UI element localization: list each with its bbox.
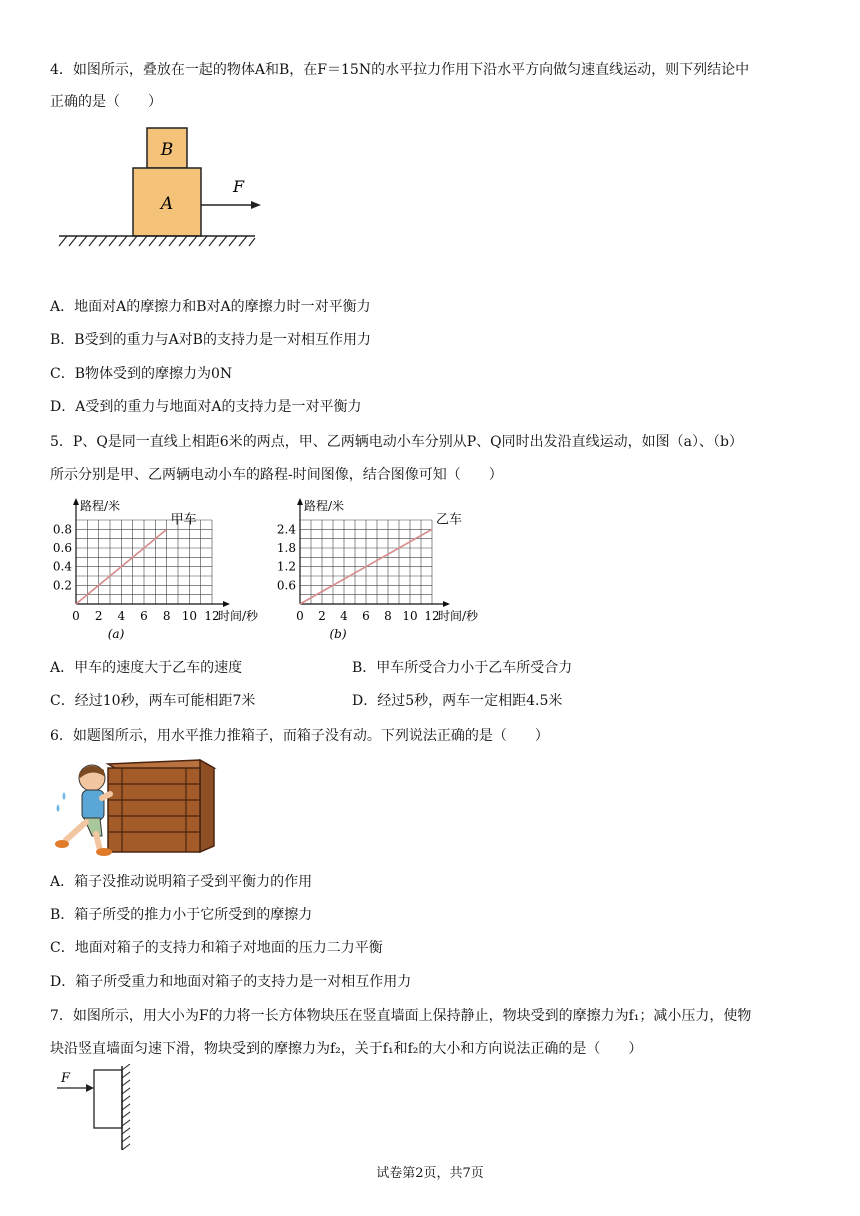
q6-stem: 6．如题图所示，用水平推力推箱子，而箱子没有动。下列说法正确的是（ ） bbox=[50, 728, 549, 744]
y-tick-label: 0.6 bbox=[276, 578, 296, 593]
series-label: 乙车 bbox=[436, 512, 463, 528]
q5-option-d: D．经过5秒，两车一定相距4.5米 bbox=[352, 693, 563, 709]
block-a-label: A bbox=[160, 194, 174, 214]
y-tick-label: 0.6 bbox=[52, 541, 72, 555]
force-label: F bbox=[233, 177, 245, 196]
x-tick-label: 8 bbox=[162, 609, 171, 623]
y-tick-label: 0.4 bbox=[52, 559, 72, 574]
x-tick-label: 0 bbox=[296, 609, 304, 623]
q4-stem-line1: 4．如图所示，叠放在一起的物体A和B，在F＝15N的水平拉力作用下沿水平方向做匀速直线运动，则下列结论中 bbox=[50, 62, 750, 78]
q6-option-a: A．箱子没推动说明箱子受到平衡力的作用 bbox=[50, 874, 313, 890]
x-axis-label: 时间/秒 bbox=[438, 609, 479, 623]
ground-hatching bbox=[59, 236, 255, 246]
chart-b bbox=[270, 492, 505, 652]
person-front-shoe bbox=[96, 848, 112, 856]
q5-stem-line1: 5．P、Q是同一直线上相距6米的两点，甲、乙两辆电动小车分别从P、Q同时出发沿直线运动，如图（a）、（b） bbox=[50, 434, 743, 450]
q5-option-c: C．经过10秒，两车可能相距7米 bbox=[50, 693, 256, 709]
x-axis-arrowhead bbox=[223, 601, 230, 607]
grid bbox=[76, 520, 212, 604]
q4-option-a: A．地面对A的摩擦力和B对A的摩擦力时一对平衡力 bbox=[50, 299, 371, 315]
q4-stem-line2: 正确的是（ ） bbox=[50, 94, 162, 110]
q5-stem-line2: 所示分别是甲、乙两辆电动小车的路程-时间图像，结合图像可知（ ） bbox=[50, 467, 503, 483]
box-side bbox=[200, 760, 214, 852]
q6-option-b: B．箱子所受的推力小于它所受到的摩擦力 bbox=[50, 907, 313, 923]
q7-force-label: F bbox=[61, 1071, 71, 1086]
x-tick-label: 4 bbox=[117, 609, 126, 623]
x-tick-label: 12 bbox=[204, 609, 220, 623]
q7-wall-hatching bbox=[122, 1064, 130, 1150]
y-axis-arrowhead bbox=[297, 498, 303, 505]
x-tick-label: 8 bbox=[384, 609, 392, 623]
chart-caption: (b) bbox=[329, 627, 347, 641]
q5-option-b: B．甲车所受合力小于乙车所受合力 bbox=[352, 660, 573, 676]
y-tick-label: 1.8 bbox=[276, 541, 296, 555]
y-axis-label: 路程/米 bbox=[304, 499, 345, 513]
person-front-leg bbox=[96, 834, 100, 850]
y-axis-label: 路程/米 bbox=[80, 499, 121, 513]
x-axis-arrowhead bbox=[443, 601, 450, 607]
x-tick-label: 4 bbox=[340, 609, 348, 623]
q5-option-a: A．甲车的速度大于乙车的速度 bbox=[50, 660, 243, 676]
person-shirt bbox=[82, 790, 104, 820]
y-axis-arrowhead bbox=[73, 498, 79, 505]
x-tick-label: 6 bbox=[362, 609, 370, 623]
x-tick-label: 10 bbox=[402, 609, 418, 623]
q6-option-c: C．地面对箱子的支持力和箱子对地面的压力二力平衡 bbox=[50, 940, 383, 956]
chart-a bbox=[48, 492, 273, 652]
q4-option-b: B．B受到的重力与A对B的支持力是一对相互作用力 bbox=[50, 332, 371, 348]
person-back-leg bbox=[66, 822, 86, 840]
q4-option-c: C．B物体受到的摩擦力为0N bbox=[50, 366, 233, 382]
q6-pushing-box-illustration bbox=[52, 754, 222, 858]
chart-caption: (a) bbox=[107, 627, 125, 641]
page-footer: 试卷第2页，共7页 bbox=[376, 1166, 484, 1181]
x-tick-label: 2 bbox=[94, 609, 103, 623]
q7-force-arrowhead bbox=[86, 1084, 94, 1092]
y-tick-label: 1.2 bbox=[276, 559, 296, 574]
x-tick-label: 10 bbox=[181, 609, 197, 623]
x-axis-label: 时间/秒 bbox=[218, 609, 259, 623]
x-tick-label: 12 bbox=[424, 609, 440, 623]
y-tick-label: 2.4 bbox=[276, 522, 296, 537]
q7-block bbox=[94, 1070, 122, 1128]
series-label: 甲车 bbox=[170, 512, 197, 528]
q7-stem-line2: 块沿竖直墙面匀速下滑，物块受到的摩擦力为f₂，关于f₁和f₂的大小和方向说法正确的是（ ） bbox=[50, 1041, 643, 1057]
x-tick-label: 0 bbox=[72, 609, 80, 623]
x-tick-label: 2 bbox=[318, 609, 326, 623]
x-tick-label: 6 bbox=[140, 609, 148, 623]
force-arrowhead bbox=[251, 201, 261, 209]
y-tick-label: 0.2 bbox=[52, 578, 72, 593]
person-arm bbox=[102, 794, 110, 798]
person-back-shoe bbox=[55, 840, 69, 848]
y-tick-label: 0.8 bbox=[52, 522, 72, 537]
q4-option-d: D．A受到的重力与地面对A的支持力是一对平衡力 bbox=[50, 399, 362, 415]
q4-block-diagram bbox=[55, 122, 285, 252]
q7-wall-diagram bbox=[55, 1064, 145, 1154]
sweat-drop-icon bbox=[63, 792, 66, 800]
grid bbox=[300, 520, 432, 604]
q6-option-d: D．箱子所受重力和地面对箱子的支持力是一对相互作用力 bbox=[50, 974, 412, 990]
sweat-drop-icon bbox=[57, 804, 60, 812]
q7-stem-line1: 7．如图所示，用大小为F的力将一长方体物块压在竖直墙面上保持静止，物块受到的摩擦力为f₁；减小压力，使物 bbox=[50, 1008, 752, 1024]
block-b-label: B bbox=[160, 140, 174, 160]
